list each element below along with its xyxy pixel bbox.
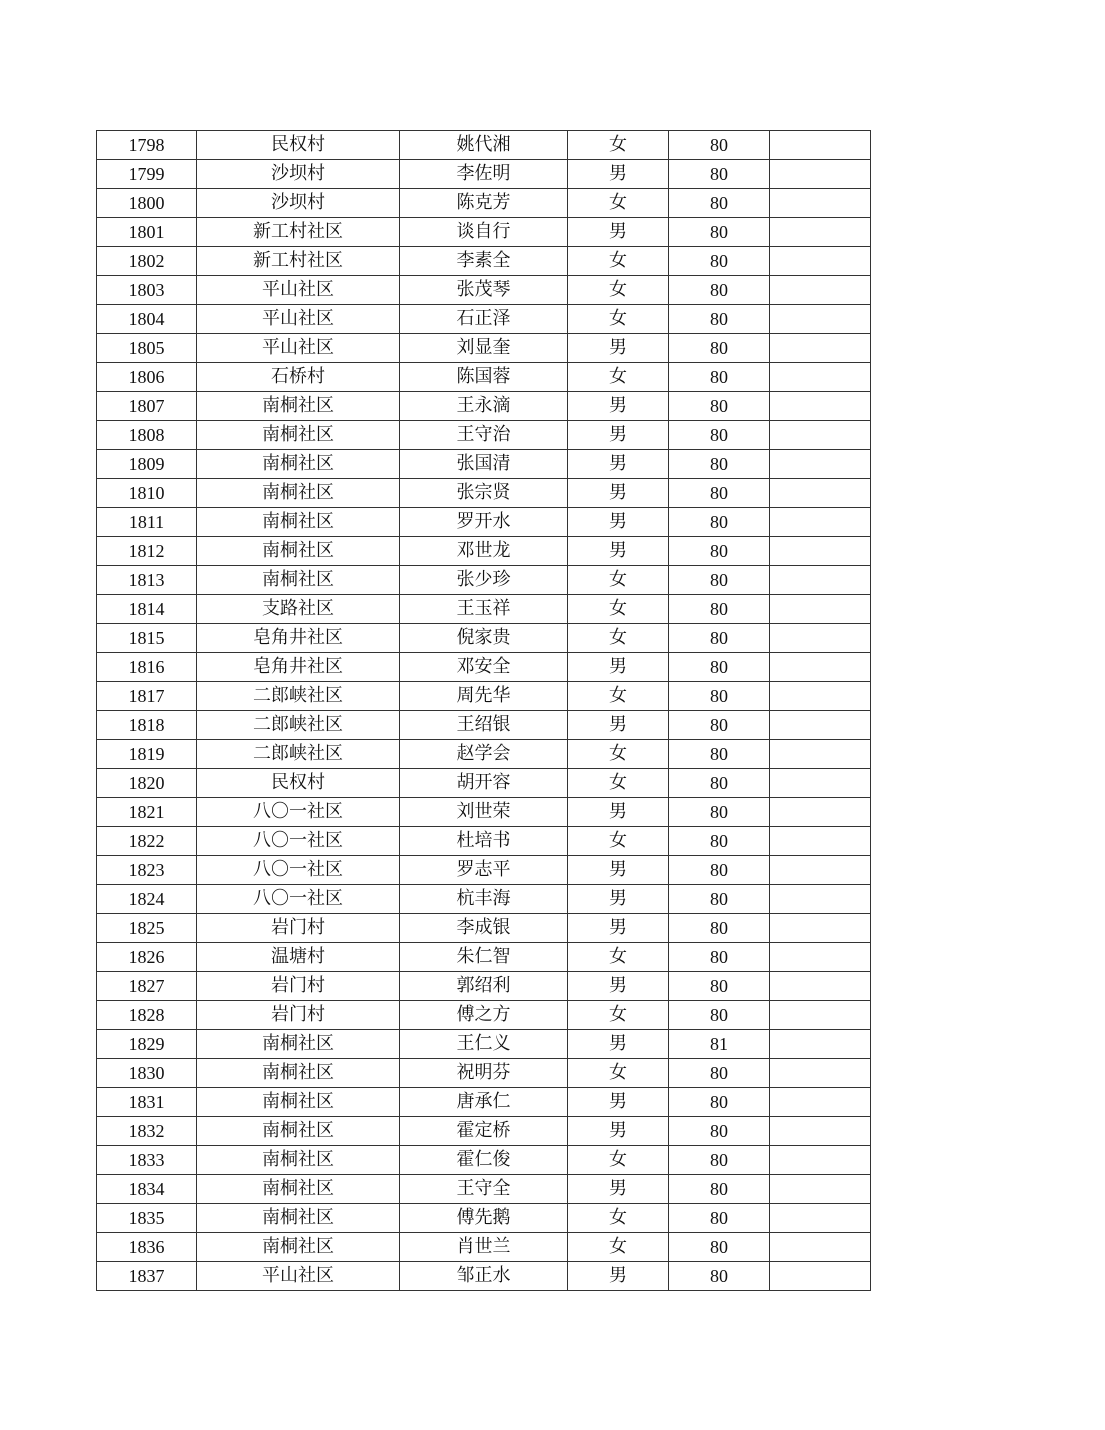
cell-person-name: 王守全 — [400, 1175, 568, 1204]
cell-gender: 男 — [568, 392, 669, 421]
cell-serial-number: 1829 — [97, 1030, 197, 1059]
cell-gender: 男 — [568, 972, 669, 1001]
cell-community: 南桐社区 — [197, 1059, 400, 1088]
table-row — [97, 653, 871, 682]
cell-gender: 女 — [568, 769, 669, 798]
cell-community: 平山社区 — [197, 276, 400, 305]
table-row — [97, 363, 871, 392]
cell-person-name: 霍定桥 — [400, 1117, 568, 1146]
cell-age: 80 — [669, 595, 770, 624]
cell-community: 南桐社区 — [197, 392, 400, 421]
cell-age: 80 — [669, 1175, 770, 1204]
table-row — [97, 537, 871, 566]
cell-community: 二郎峡社区 — [197, 682, 400, 711]
cell-community: 南桐社区 — [197, 1117, 400, 1146]
cell-community: 岩门村 — [197, 1001, 400, 1030]
table-row — [97, 885, 871, 914]
cell-person-name: 王永滴 — [400, 392, 568, 421]
cell-community: 岩门村 — [197, 972, 400, 1001]
cell-person-name: 邹正水 — [400, 1262, 568, 1291]
cell-serial-number: 1808 — [97, 421, 197, 450]
table-row — [97, 798, 871, 827]
cell-gender: 男 — [568, 798, 669, 827]
cell-person-name: 谈自行 — [400, 218, 568, 247]
cell-gender: 男 — [568, 1088, 669, 1117]
cell-community: 八〇一社区 — [197, 798, 400, 827]
cell-person-name: 邓安全 — [400, 653, 568, 682]
table-row — [97, 1088, 871, 1117]
cell-serial-number: 1798 — [97, 131, 197, 160]
cell-gender: 男 — [568, 711, 669, 740]
table-row — [97, 392, 871, 421]
cell-age: 80 — [669, 856, 770, 885]
cell-remark — [770, 1117, 871, 1146]
cell-serial-number: 1832 — [97, 1117, 197, 1146]
cell-serial-number: 1815 — [97, 624, 197, 653]
cell-person-name: 肖世兰 — [400, 1233, 568, 1262]
table-row — [97, 189, 871, 218]
cell-person-name: 姚代湘 — [400, 131, 568, 160]
cell-serial-number: 1819 — [97, 740, 197, 769]
cell-serial-number: 1799 — [97, 160, 197, 189]
cell-serial-number: 1814 — [97, 595, 197, 624]
cell-gender: 女 — [568, 740, 669, 769]
cell-remark — [770, 740, 871, 769]
table-row — [97, 334, 871, 363]
cell-age: 80 — [669, 624, 770, 653]
cell-gender: 男 — [568, 856, 669, 885]
cell-community: 南桐社区 — [197, 421, 400, 450]
table-row — [97, 508, 871, 537]
cell-age: 80 — [669, 160, 770, 189]
cell-community: 岩门村 — [197, 914, 400, 943]
table-row — [97, 305, 871, 334]
cell-remark — [770, 363, 871, 392]
cell-serial-number: 1810 — [97, 479, 197, 508]
cell-serial-number: 1802 — [97, 247, 197, 276]
cell-serial-number: 1812 — [97, 537, 197, 566]
roster-table — [96, 130, 871, 1291]
cell-gender: 男 — [568, 334, 669, 363]
cell-person-name: 王守治 — [400, 421, 568, 450]
cell-age: 80 — [669, 421, 770, 450]
cell-gender: 男 — [568, 508, 669, 537]
cell-age: 80 — [669, 972, 770, 1001]
cell-community: 平山社区 — [197, 334, 400, 363]
cell-remark — [770, 653, 871, 682]
cell-community: 南桐社区 — [197, 1146, 400, 1175]
cell-community: 二郎峡社区 — [197, 740, 400, 769]
cell-age: 80 — [669, 508, 770, 537]
table-row — [97, 160, 871, 189]
cell-age: 80 — [669, 1262, 770, 1291]
cell-person-name: 倪家贵 — [400, 624, 568, 653]
cell-remark — [770, 160, 871, 189]
cell-gender: 女 — [568, 1204, 669, 1233]
table-row — [97, 421, 871, 450]
cell-serial-number: 1827 — [97, 972, 197, 1001]
cell-remark — [770, 624, 871, 653]
cell-community: 民权村 — [197, 131, 400, 160]
table-row — [97, 566, 871, 595]
cell-person-name: 罗志平 — [400, 856, 568, 885]
table-row — [97, 218, 871, 247]
cell-person-name: 李成银 — [400, 914, 568, 943]
cell-person-name: 傅之方 — [400, 1001, 568, 1030]
cell-community: 八〇一社区 — [197, 856, 400, 885]
cell-gender: 男 — [568, 1262, 669, 1291]
table-row — [97, 479, 871, 508]
cell-person-name: 李素全 — [400, 247, 568, 276]
cell-community: 新工村社区 — [197, 218, 400, 247]
cell-community: 沙坝村 — [197, 160, 400, 189]
cell-age: 80 — [669, 1001, 770, 1030]
cell-community: 新工村社区 — [197, 247, 400, 276]
cell-remark — [770, 479, 871, 508]
cell-gender: 女 — [568, 827, 669, 856]
cell-community: 皂角井社区 — [197, 653, 400, 682]
cell-serial-number: 1825 — [97, 914, 197, 943]
cell-gender: 女 — [568, 189, 669, 218]
cell-serial-number: 1807 — [97, 392, 197, 421]
cell-person-name: 张茂琴 — [400, 276, 568, 305]
cell-person-name: 霍仁俊 — [400, 1146, 568, 1175]
table-row — [97, 769, 871, 798]
cell-person-name: 唐承仁 — [400, 1088, 568, 1117]
cell-serial-number: 1813 — [97, 566, 197, 595]
table-row — [97, 943, 871, 972]
table-row — [97, 682, 871, 711]
cell-gender: 女 — [568, 276, 669, 305]
cell-gender: 女 — [568, 566, 669, 595]
cell-age: 80 — [669, 740, 770, 769]
table-row — [97, 740, 871, 769]
cell-person-name: 陈国蓉 — [400, 363, 568, 392]
table-row — [97, 595, 871, 624]
cell-gender: 女 — [568, 305, 669, 334]
cell-remark — [770, 856, 871, 885]
cell-remark — [770, 566, 871, 595]
table-row — [97, 1117, 871, 1146]
cell-person-name: 傅先鹅 — [400, 1204, 568, 1233]
cell-gender: 男 — [568, 1117, 669, 1146]
cell-serial-number: 1806 — [97, 363, 197, 392]
cell-age: 80 — [669, 914, 770, 943]
cell-age: 80 — [669, 450, 770, 479]
table-row — [97, 1001, 871, 1030]
cell-gender: 男 — [568, 450, 669, 479]
cell-person-name: 刘世荣 — [400, 798, 568, 827]
cell-age: 80 — [669, 1233, 770, 1262]
cell-community: 平山社区 — [197, 1262, 400, 1291]
cell-remark — [770, 508, 871, 537]
cell-remark — [770, 218, 871, 247]
cell-age: 80 — [669, 276, 770, 305]
cell-remark — [770, 247, 871, 276]
table-row — [97, 131, 871, 160]
cell-person-name: 周先华 — [400, 682, 568, 711]
table-row — [97, 450, 871, 479]
cell-age: 80 — [669, 885, 770, 914]
cell-age: 80 — [669, 189, 770, 218]
cell-community: 南桐社区 — [197, 1175, 400, 1204]
cell-age: 80 — [669, 1204, 770, 1233]
cell-remark — [770, 421, 871, 450]
cell-serial-number: 1805 — [97, 334, 197, 363]
cell-community: 南桐社区 — [197, 566, 400, 595]
cell-remark — [770, 450, 871, 479]
cell-community: 支路社区 — [197, 595, 400, 624]
cell-community: 平山社区 — [197, 305, 400, 334]
cell-age: 80 — [669, 798, 770, 827]
cell-serial-number: 1816 — [97, 653, 197, 682]
table-row — [97, 276, 871, 305]
cell-remark — [770, 1030, 871, 1059]
cell-community: 八〇一社区 — [197, 885, 400, 914]
table-row — [97, 914, 871, 943]
cell-serial-number: 1836 — [97, 1233, 197, 1262]
cell-age: 80 — [669, 711, 770, 740]
cell-remark — [770, 682, 871, 711]
cell-gender: 男 — [568, 160, 669, 189]
cell-remark — [770, 1262, 871, 1291]
cell-gender: 男 — [568, 1030, 669, 1059]
cell-gender: 男 — [568, 421, 669, 450]
table-row — [97, 624, 871, 653]
cell-gender: 女 — [568, 363, 669, 392]
cell-remark — [770, 972, 871, 1001]
cell-person-name: 罗开水 — [400, 508, 568, 537]
cell-gender: 女 — [568, 1146, 669, 1175]
cell-person-name: 张宗贤 — [400, 479, 568, 508]
cell-community: 沙坝村 — [197, 189, 400, 218]
cell-community: 南桐社区 — [197, 537, 400, 566]
table-row — [97, 1059, 871, 1088]
cell-remark — [770, 276, 871, 305]
cell-age: 80 — [669, 479, 770, 508]
cell-serial-number: 1833 — [97, 1146, 197, 1175]
cell-age: 80 — [669, 682, 770, 711]
cell-community: 南桐社区 — [197, 1030, 400, 1059]
cell-serial-number: 1820 — [97, 769, 197, 798]
cell-community: 民权村 — [197, 769, 400, 798]
cell-age: 80 — [669, 566, 770, 595]
cell-serial-number: 1837 — [97, 1262, 197, 1291]
cell-person-name: 杭丰海 — [400, 885, 568, 914]
cell-remark — [770, 943, 871, 972]
cell-community: 南桐社区 — [197, 508, 400, 537]
cell-serial-number: 1803 — [97, 276, 197, 305]
cell-serial-number: 1822 — [97, 827, 197, 856]
table-row — [97, 1030, 871, 1059]
cell-age: 80 — [669, 1059, 770, 1088]
cell-remark — [770, 1001, 871, 1030]
cell-gender: 女 — [568, 131, 669, 160]
cell-age: 80 — [669, 653, 770, 682]
table-row — [97, 1175, 871, 1204]
cell-age: 80 — [669, 943, 770, 972]
cell-age: 80 — [669, 769, 770, 798]
cell-serial-number: 1821 — [97, 798, 197, 827]
table-row — [97, 1233, 871, 1262]
cell-remark — [770, 334, 871, 363]
cell-person-name: 刘显奎 — [400, 334, 568, 363]
cell-serial-number: 1809 — [97, 450, 197, 479]
cell-person-name: 陈克芳 — [400, 189, 568, 218]
table-row — [97, 711, 871, 740]
cell-remark — [770, 1146, 871, 1175]
cell-gender: 女 — [568, 624, 669, 653]
cell-remark — [770, 1059, 871, 1088]
cell-remark — [770, 1175, 871, 1204]
cell-serial-number: 1823 — [97, 856, 197, 885]
cell-person-name: 王仁义 — [400, 1030, 568, 1059]
cell-person-name: 王绍银 — [400, 711, 568, 740]
cell-serial-number: 1834 — [97, 1175, 197, 1204]
cell-age: 80 — [669, 247, 770, 276]
cell-serial-number: 1826 — [97, 943, 197, 972]
cell-person-name: 朱仁智 — [400, 943, 568, 972]
cell-serial-number: 1804 — [97, 305, 197, 334]
cell-person-name: 王玉祥 — [400, 595, 568, 624]
cell-community: 南桐社区 — [197, 1088, 400, 1117]
cell-gender: 男 — [568, 218, 669, 247]
cell-gender: 女 — [568, 1001, 669, 1030]
table-row — [97, 1262, 871, 1291]
cell-age: 80 — [669, 537, 770, 566]
cell-age: 80 — [669, 334, 770, 363]
roster-table-body — [97, 131, 871, 1291]
cell-person-name: 张少珍 — [400, 566, 568, 595]
cell-serial-number: 1831 — [97, 1088, 197, 1117]
table-row — [97, 972, 871, 1001]
cell-gender: 女 — [568, 595, 669, 624]
cell-community: 石桥村 — [197, 363, 400, 392]
cell-remark — [770, 305, 871, 334]
cell-person-name: 石正泽 — [400, 305, 568, 334]
table-row — [97, 1204, 871, 1233]
cell-age: 80 — [669, 1117, 770, 1146]
cell-person-name: 李佐明 — [400, 160, 568, 189]
cell-serial-number: 1817 — [97, 682, 197, 711]
cell-gender: 男 — [568, 653, 669, 682]
cell-community: 八〇一社区 — [197, 827, 400, 856]
cell-age: 80 — [669, 1146, 770, 1175]
cell-community: 二郎峡社区 — [197, 711, 400, 740]
cell-community: 皂角井社区 — [197, 624, 400, 653]
cell-person-name: 邓世龙 — [400, 537, 568, 566]
cell-person-name: 杜培书 — [400, 827, 568, 856]
cell-age: 80 — [669, 827, 770, 856]
cell-gender: 男 — [568, 1175, 669, 1204]
cell-age: 81 — [669, 1030, 770, 1059]
cell-gender: 男 — [568, 914, 669, 943]
cell-community: 南桐社区 — [197, 479, 400, 508]
table-row — [97, 247, 871, 276]
cell-remark — [770, 392, 871, 421]
cell-remark — [770, 1233, 871, 1262]
cell-remark — [770, 827, 871, 856]
cell-gender: 女 — [568, 1233, 669, 1262]
cell-remark — [770, 711, 871, 740]
cell-remark — [770, 1204, 871, 1233]
cell-person-name: 张国清 — [400, 450, 568, 479]
cell-remark — [770, 885, 871, 914]
cell-remark — [770, 1088, 871, 1117]
cell-serial-number: 1824 — [97, 885, 197, 914]
cell-community: 南桐社区 — [197, 450, 400, 479]
cell-remark — [770, 131, 871, 160]
cell-person-name: 赵学会 — [400, 740, 568, 769]
table-row — [97, 1146, 871, 1175]
cell-person-name: 郭绍利 — [400, 972, 568, 1001]
cell-remark — [770, 914, 871, 943]
cell-remark — [770, 769, 871, 798]
cell-serial-number: 1818 — [97, 711, 197, 740]
cell-gender: 女 — [568, 1059, 669, 1088]
cell-serial-number: 1801 — [97, 218, 197, 247]
cell-serial-number: 1830 — [97, 1059, 197, 1088]
cell-age: 80 — [669, 305, 770, 334]
cell-age: 80 — [669, 392, 770, 421]
cell-serial-number: 1811 — [97, 508, 197, 537]
cell-remark — [770, 537, 871, 566]
cell-gender: 女 — [568, 682, 669, 711]
cell-community: 南桐社区 — [197, 1233, 400, 1262]
cell-age: 80 — [669, 131, 770, 160]
cell-community: 南桐社区 — [197, 1204, 400, 1233]
cell-age: 80 — [669, 218, 770, 247]
cell-remark — [770, 595, 871, 624]
cell-serial-number: 1828 — [97, 1001, 197, 1030]
table-row — [97, 827, 871, 856]
cell-age: 80 — [669, 1088, 770, 1117]
cell-gender: 女 — [568, 943, 669, 972]
cell-age: 80 — [669, 363, 770, 392]
cell-gender: 女 — [568, 247, 669, 276]
cell-serial-number: 1835 — [97, 1204, 197, 1233]
cell-person-name: 胡开容 — [400, 769, 568, 798]
cell-remark — [770, 798, 871, 827]
cell-gender: 男 — [568, 885, 669, 914]
cell-community: 温塘村 — [197, 943, 400, 972]
cell-person-name: 祝明芬 — [400, 1059, 568, 1088]
cell-gender: 男 — [568, 537, 669, 566]
cell-remark — [770, 189, 871, 218]
cell-gender: 男 — [568, 479, 669, 508]
cell-serial-number: 1800 — [97, 189, 197, 218]
table-row — [97, 856, 871, 885]
